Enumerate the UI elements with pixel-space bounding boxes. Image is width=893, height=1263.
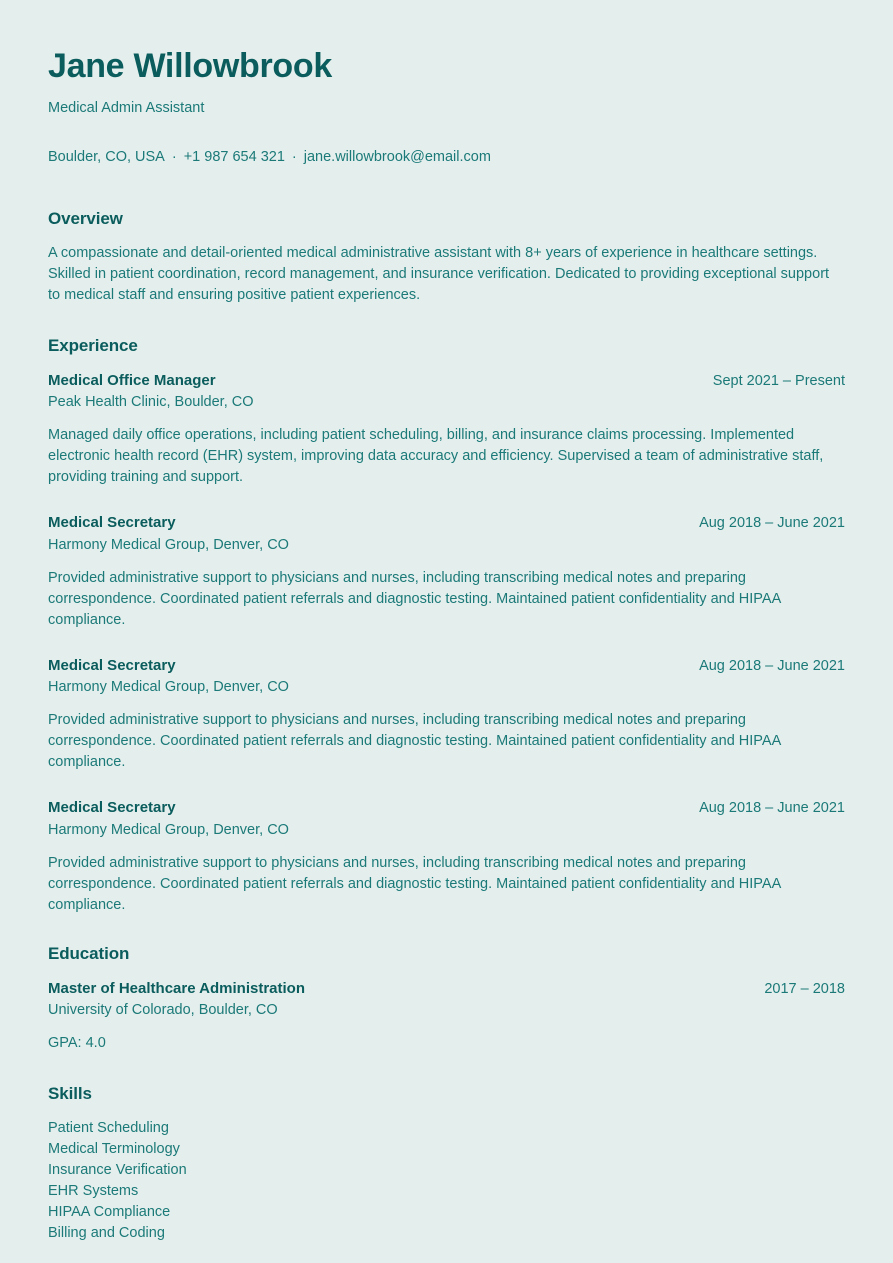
skill-item: Medical Terminology (48, 1140, 180, 1157)
experience-entry (48, 655, 845, 773)
job-title: Medical Secretary (48, 514, 176, 532)
job-date: Aug 2018 – June 2021 (699, 657, 845, 674)
experience-entry-head (48, 797, 845, 818)
experience-entry-head (48, 655, 845, 676)
degree-date: 2017 – 2018 (764, 980, 845, 997)
job-company: Harmony Medical Group, Denver, CO (48, 821, 289, 838)
job-company: Harmony Medical Group, Denver, CO (48, 536, 289, 553)
section-experience (48, 336, 845, 915)
job-date: Sept 2021 – Present (712, 373, 845, 390)
job-title: Medical Secretary (48, 656, 176, 674)
section-title-skills: Skills (48, 1083, 92, 1103)
skill-item: EHR Systems (48, 1182, 139, 1199)
education-entry-head (48, 978, 845, 999)
contact-phone: +1 987 654 321 (183, 149, 285, 166)
job-title: Medical Secretary (48, 799, 176, 817)
overview-text: A compassionate and detail-oriented medical administrative assistant with 8+ years of experience in healthcare settings. Skilled in patient coordination, record management, and insurance verification. Dedicated to providing exceptional support to medical staff and ensuring positive patient experiences. (48, 245, 830, 304)
section-title-education: Education (48, 943, 130, 963)
section-overview (48, 209, 845, 306)
job-company: Peak Health Clinic, Boulder, CO (48, 394, 254, 411)
skill-item: Insurance Verification (48, 1161, 187, 1178)
school-name: University of Colorado, Boulder, CO (48, 1001, 278, 1018)
candidate-name: Jane Willowbrook (48, 47, 332, 85)
job-description: Provided administrative support to physicians and nurses, including transcribing medical notes and preparing correspondence. Coordinated patient referrals and diagnostic testing. Maintained patient confidentiality and HIPAA compliance. (48, 712, 781, 771)
candidate-role: Medical Admin Assistant (48, 100, 205, 117)
job-description: Provided administrative support to physicians and nurses, including transcribing medical notes and preparing correspondence. Coordinated patient referrals and diagnostic testing. Maintained patient confidentiality and HIPAA compliance. (48, 854, 781, 913)
resume-header (48, 48, 845, 167)
skill-item: Patient Scheduling (48, 1119, 169, 1136)
education-detail: GPA: 4.0 (48, 1034, 106, 1051)
education-entry (48, 978, 845, 1054)
experience-entries (48, 370, 845, 915)
job-description: Provided administrative support to physicians and nurses, including transcribing medical notes and preparing correspondence. Coordinated patient referrals and diagnostic testing. Maintained patient confidentiality and HIPAA compliance. (48, 569, 781, 628)
experience-entry-head (48, 370, 845, 391)
skill-item: HIPAA Compliance (48, 1203, 171, 1220)
job-description: Managed daily office operations, including patient scheduling, billing, and insurance claims processing. Implemented electronic health record (EHR) system, improving data accuracy and efficiency. Supervised a team of administrative staff, providing training and support. (48, 427, 824, 486)
experience-entry-head (48, 512, 845, 533)
section-education (48, 944, 845, 1054)
contact-email: jane.willowbrook@email.com (303, 149, 491, 166)
experience-entry (48, 512, 845, 630)
contact-separator-1: · (171, 149, 177, 166)
contact-line (48, 148, 845, 167)
skill-item: Billing and Coding (48, 1224, 165, 1241)
contact-separator-2: · (291, 149, 297, 166)
job-date: Aug 2018 – June 2021 (699, 515, 845, 532)
skills-list (48, 1118, 845, 1244)
contact-location: Boulder, CO, USA (48, 149, 165, 166)
job-date: Aug 2018 – June 2021 (699, 800, 845, 817)
job-title: Medical Office Manager (48, 372, 216, 390)
degree-title: Master of Healthcare Administration (48, 979, 305, 997)
section-title-overview: Overview (48, 209, 123, 229)
job-company: Harmony Medical Group, Denver, CO (48, 679, 289, 696)
section-skills (48, 1084, 845, 1244)
section-title-experience: Experience (48, 336, 138, 356)
experience-entry (48, 797, 845, 915)
experience-entry (48, 370, 845, 488)
